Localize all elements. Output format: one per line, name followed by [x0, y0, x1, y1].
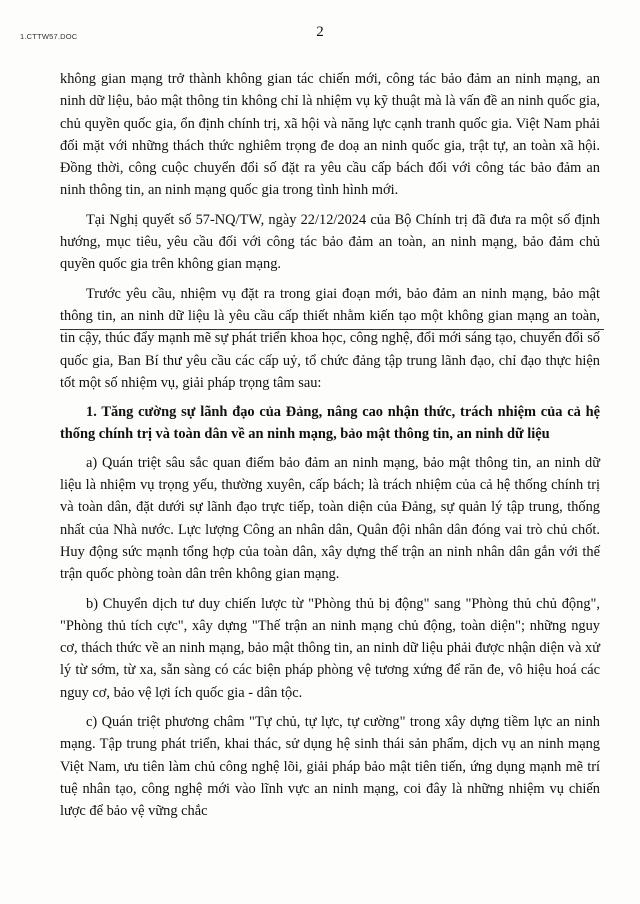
section-heading-1: 1. Tăng cường sự lãnh đạo của Đảng, nâng cao nhận thức, trách nhiệm của cả hệ thống chính trị và toàn dân về an ninh mạng, bảo mật thông tin, an ninh dữ liệu [60, 404, 600, 443]
document-code: 1.CTTW57.DOC [20, 32, 78, 41]
paragraph-item-b: b) Chuyển dịch tư duy chiến lược từ "Phòng thủ bị động" sang "Phòng thủ chủ động", "Phòng thủ tích cực", xây dựng "Thế trận an ninh mạng chủ động, toàn diện"; những nguy cơ, thách thức về an ninh mạng, bảo mật thông tin, an ninh dữ liệu phải được nhận diện và xử lý từ sớm, từ xa, sẵn sàng có các biện pháp phòng vệ tương xứng để răn đe, vô hiệu hoá các nguy cơ, bảo vệ lợi ích quốc gia - dân tộc. [60, 595, 600, 701]
section-divider [60, 329, 604, 330]
page-number: 2 [316, 24, 324, 40]
paragraph-requirements: Trước yêu cầu, nhiệm vụ đặt ra trong giai đoạn mới, bảo đảm an ninh mạng, bảo mật thông tin, an ninh dữ liệu là yêu cầu cấp thiết nhằm kiến tạo một không gian mạng an toàn, tin cậy, thúc đẩy mạnh mẽ sự phát triển khoa học, công nghệ, đổi mới sáng tạo, chuyển đổi số quốc gia, Ban Bí thư yêu cầu các cấp uỷ, tổ chức đảng tập trung lãnh đạo, chỉ đạo thực hiện tốt một số nhiệm vụ, giải pháp trọng tâm sau: [60, 285, 600, 391]
paragraph-item-a: a) Quán triệt sâu sắc quan điểm bảo đảm an ninh mạng, bảo mật thông tin, an ninh dữ liệu là nhiệm vụ trọng yếu, thường xuyên, cấp bách; là trách nhiệm của cả hệ thống chính trị và toàn dân, đặt dưới sự lãnh đạo trực tiếp, toàn diện của Đảng, sự quản lý tập trung, thống nhất của Nhà nước. Lực lượng Công an nhân dân, Quân đội nhân dân đóng vai trò chủ chốt. Huy động sức mạnh tổng hợp của toàn dân, xây dựng thế trận an ninh nhân dân gắn với thế trận quốc phòng toàn dân trên không gian mạng. [60, 454, 600, 583]
document-body [60, 68, 600, 830]
paragraph-resolution-57: Tại Nghị quyết số 57-NQ/TW, ngày 22/12/2024 của Bộ Chính trị đã đưa ra một số định hướng, mục tiêu, yêu cầu đối với công tác bảo đảm an toàn, an ninh mạng, bảo đảm chủ quyền quốc gia trên không gian mạng. [60, 211, 600, 273]
paragraph-item-c: c) Quán triệt phương châm "Tự chủ, tự lực, tự cường" trong xây dựng tiềm lực an ninh mạng. Tập trung phát triển, khai thác, sử dụng hệ sinh thái sản phẩm, dịch vụ an ninh mạng Việt Nam, ưu tiên làm chủ công nghệ lõi, giải pháp bảo mật tiên tiến, ứng dụng mạnh mẽ trí tuệ nhân tạo, công nghệ mới vào lĩnh vực an ninh mạng, coi đây là những nhiệm vụ chiến lược để bảo vệ vững chắc [60, 714, 600, 820]
paragraph-intro-continued: không gian mạng trở thành không gian tác chiến mới, công tác bảo đảm an ninh mạng, an ninh dữ liệu, bảo mật thông tin không chỉ là nhiệm vụ kỹ thuật mà là vấn đề an ninh quốc gia, chủ quyền quốc gia, ổn định chính trị, xã hội và năng lực cạnh tranh quốc gia. Việt Nam phải đối mặt với những thách thức nghiêm trọng đe doạ an ninh quốc gia, trật tự, an toàn xã hội. Đồng thời, công cuộc chuyển đổi số đặt ra yêu cầu cấp bách đối với công tác bảo đảm an ninh thông tin, an ninh mạng quốc gia trong tình hình mới. [60, 71, 600, 199]
